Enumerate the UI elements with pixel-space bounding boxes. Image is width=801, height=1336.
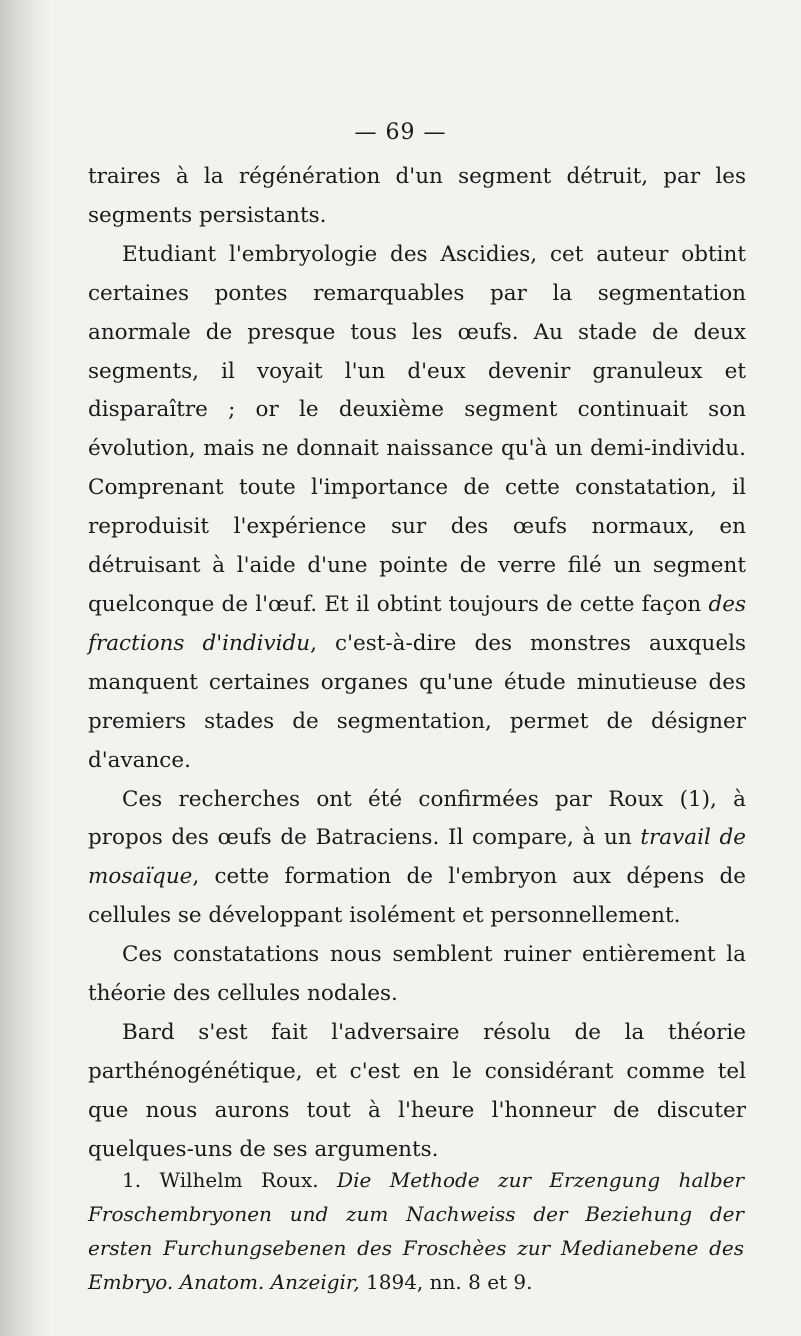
footnote-author: Wilhelm Roux. (159, 1168, 319, 1192)
paragraph-roux (88, 781, 746, 937)
paragraph-bard: Bard s'est fait l'adversaire résolu de la théorie parthénogénétique, et c'est en le considérant comme tel que nous aurons tout à l'heure l'honneur de discuter quelques-uns de ses arguments. (88, 1019, 746, 1162)
paragraph-text: Etudiant l'embryologie des Ascidies, cet auteur obtint certaines pontes remarquables par la segmentation anormale de presque tous les œufs. Au stade de deux segments, il voyait l'un d'eux devenir granuleux et disparaître ; or le deuxième segment continuait son évolution, mais ne donnait naissance qu'à un demi-individu. Comprenant toute l'importance de cette constatation, il reproduisit l'expérience sur des œufs normaux, en détruisant à l'aide d'une pointe de verre filé un segment quelconque de l'œuf. Et il obtint toujours de cette façon (88, 241, 746, 617)
footnote (88, 1163, 744, 1299)
paragraph-text: Ces recherches ont été confirmées par Roux (1), à propos des œufs de Batraciens. Il compare, à un (88, 786, 746, 851)
footnote-details: 1894, nn. 8 et 9. (366, 1270, 533, 1294)
page-number: — 69 — (354, 120, 447, 145)
footnote-entry (88, 1163, 744, 1299)
paragraph-constatations: Ces constatations nous semblent ruiner entièrement la théorie des cellules nodales. (88, 942, 746, 1007)
paragraph-ascidies (88, 236, 746, 781)
footnote-title: Die Methode zur Erzengung halber Froschembryonen und zum Nachweiss der Beziehung der ersten Furchungsebenen des Froschèes zur Medianebene des Embryo. Anatom. Anzeigir, (88, 1168, 745, 1294)
body-text (88, 158, 746, 1170)
paragraph-continuation: traires à la régénération d'un segment détruit, par les segments persistants. (88, 164, 746, 228)
scan-shadow-edge (0, 0, 52, 1336)
italic-term: travail de mosaïque (88, 825, 746, 890)
footnote-number: 1. (122, 1168, 142, 1192)
paragraph-text: , c'est-à-dire des monstres auxquels manquent certaines organes qu'une étude minutieuse des premiers stades de segmentation, permet de désigner d'avance. (88, 630, 747, 773)
italic-term: des fractions d'individu (88, 591, 746, 656)
paragraph-text: , cette formation de l'embryon aux dépens de cellules se développant isolément et personnellement. (88, 864, 746, 929)
